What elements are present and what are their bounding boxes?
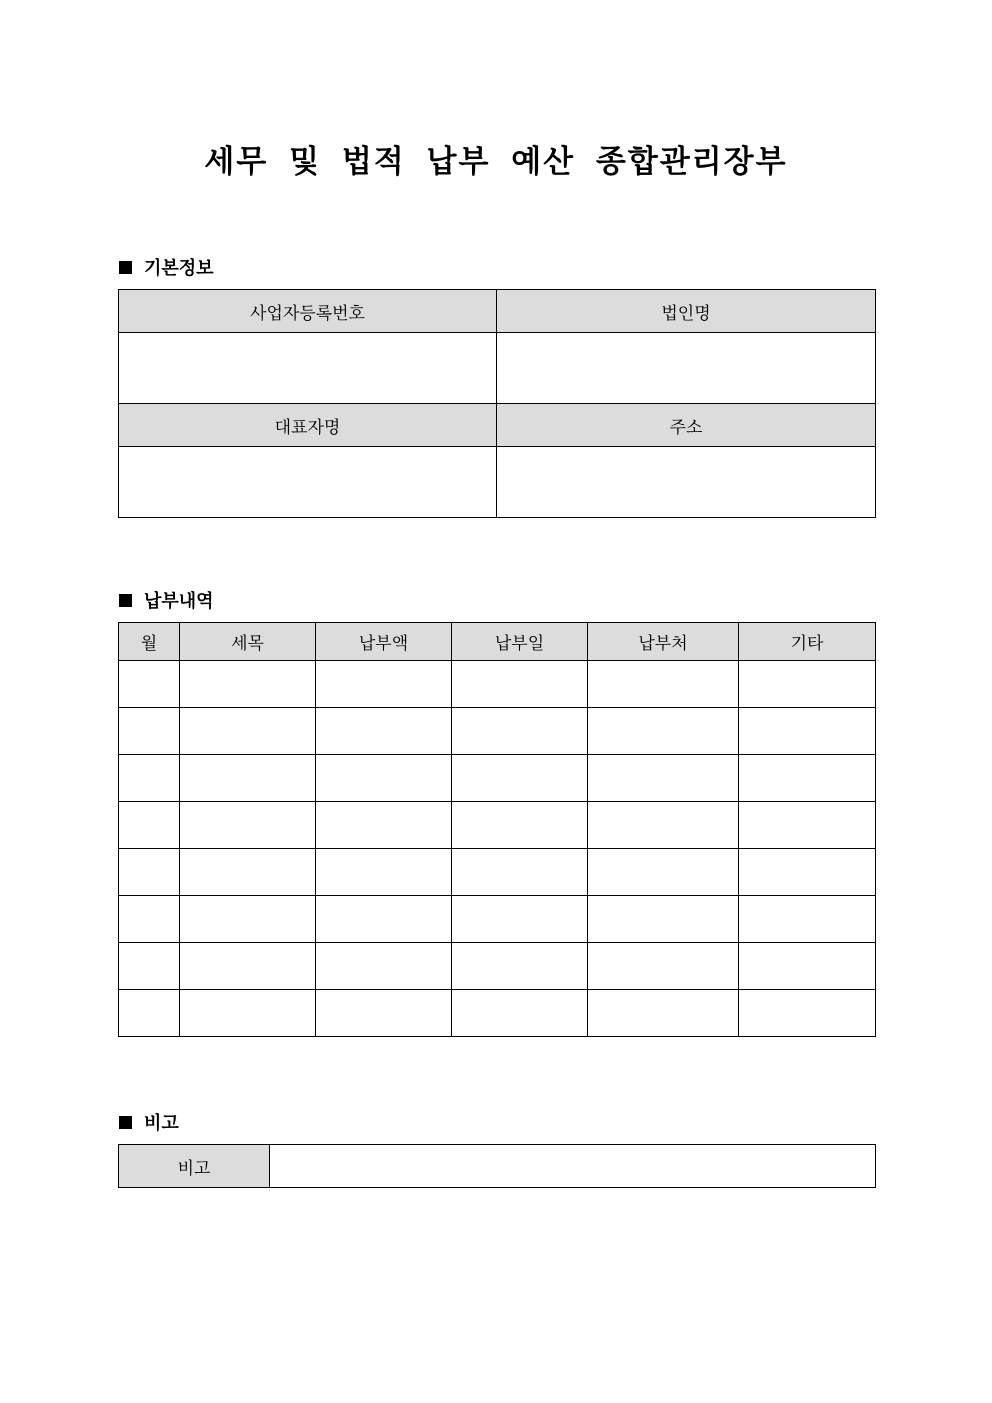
- table-cell[interactable]: [316, 661, 452, 708]
- table-cell[interactable]: [588, 943, 739, 990]
- square-bullet-icon: [119, 261, 132, 274]
- section-heading-basic-info: [119, 254, 214, 280]
- table-cell[interactable]: [588, 849, 739, 896]
- table-cell[interactable]: [739, 943, 876, 990]
- table-row: [119, 447, 876, 518]
- table-cell[interactable]: [180, 661, 316, 708]
- table-cell[interactable]: [180, 802, 316, 849]
- column-header-month: 월: [119, 623, 180, 661]
- table-cell[interactable]: [316, 990, 452, 1037]
- square-bullet-icon: [119, 1116, 132, 1129]
- table-header-row: [119, 623, 876, 661]
- table-cell[interactable]: [588, 661, 739, 708]
- table-cell[interactable]: [316, 849, 452, 896]
- table-cell[interactable]: [316, 755, 452, 802]
- table-cell[interactable]: [452, 708, 588, 755]
- table-cell[interactable]: [588, 708, 739, 755]
- table-cell[interactable]: [739, 990, 876, 1037]
- table-cell[interactable]: [316, 802, 452, 849]
- section-heading-payments: [119, 587, 214, 613]
- address-label: 주소: [497, 404, 876, 447]
- table-header-row: [119, 290, 876, 333]
- column-header-payee: 납부처: [588, 623, 739, 661]
- section-heading-notes: [119, 1109, 179, 1135]
- table-cell[interactable]: [739, 755, 876, 802]
- notes-table: [118, 1144, 876, 1188]
- basic-info-table: [118, 289, 876, 518]
- table-cell[interactable]: [739, 802, 876, 849]
- table-cell[interactable]: [180, 896, 316, 943]
- table-cell[interactable]: [588, 896, 739, 943]
- representative-label: 대표자명: [119, 404, 497, 447]
- table-cell[interactable]: [452, 802, 588, 849]
- table-row: [119, 990, 876, 1037]
- table-cell[interactable]: [119, 849, 180, 896]
- table-cell[interactable]: [180, 708, 316, 755]
- table-cell[interactable]: [180, 849, 316, 896]
- table-cell[interactable]: [452, 990, 588, 1037]
- table-cell[interactable]: [119, 802, 180, 849]
- table-row: [119, 802, 876, 849]
- table-cell[interactable]: [119, 896, 180, 943]
- column-header-tax-item: 세목: [180, 623, 316, 661]
- table-row: [119, 708, 876, 755]
- business-reg-no-label: 사업자등록번호: [119, 290, 497, 333]
- table-cell[interactable]: [180, 943, 316, 990]
- table-row: [119, 755, 876, 802]
- table-cell[interactable]: [119, 755, 180, 802]
- table-cell[interactable]: [316, 943, 452, 990]
- corp-name-label: 법인명: [497, 290, 876, 333]
- column-header-other: 기타: [739, 623, 876, 661]
- table-cell[interactable]: [739, 896, 876, 943]
- table-cell[interactable]: [452, 896, 588, 943]
- square-bullet-icon: [119, 594, 132, 607]
- payments-table: [118, 622, 876, 1037]
- table-cell[interactable]: [316, 708, 452, 755]
- table-cell[interactable]: [588, 755, 739, 802]
- table-cell[interactable]: [739, 661, 876, 708]
- table-cell[interactable]: [452, 849, 588, 896]
- table-row: [119, 661, 876, 708]
- corp-name-field[interactable]: [497, 333, 876, 404]
- table-cell[interactable]: [119, 943, 180, 990]
- section-heading-label: 납부내역: [144, 591, 214, 612]
- table-row: [119, 1145, 876, 1188]
- table-cell[interactable]: [180, 755, 316, 802]
- notes-field[interactable]: [270, 1145, 876, 1188]
- table-cell[interactable]: [588, 802, 739, 849]
- business-reg-no-field[interactable]: [119, 333, 497, 404]
- column-header-amount: 납부액: [316, 623, 452, 661]
- table-cell[interactable]: [588, 990, 739, 1037]
- table-cell[interactable]: [119, 708, 180, 755]
- table-cell[interactable]: [119, 990, 180, 1037]
- table-cell[interactable]: [452, 661, 588, 708]
- table-cell[interactable]: [452, 943, 588, 990]
- table-cell[interactable]: [316, 896, 452, 943]
- section-heading-label: 비고: [144, 1113, 179, 1134]
- table-row: [119, 849, 876, 896]
- notes-label: 비고: [119, 1145, 270, 1188]
- table-cell[interactable]: [119, 661, 180, 708]
- table-cell[interactable]: [452, 755, 588, 802]
- column-header-date: 납부일: [452, 623, 588, 661]
- table-cell[interactable]: [180, 990, 316, 1037]
- table-row: [119, 333, 876, 404]
- table-cell[interactable]: [739, 708, 876, 755]
- address-field[interactable]: [497, 447, 876, 518]
- table-row: [119, 943, 876, 990]
- document-title: 세무 및 법적 납부 예산 종합관리장부: [204, 144, 788, 180]
- representative-field[interactable]: [119, 447, 497, 518]
- table-header-row: [119, 404, 876, 447]
- section-heading-label: 기본정보: [144, 258, 214, 279]
- table-row: [119, 896, 876, 943]
- table-cell[interactable]: [739, 849, 876, 896]
